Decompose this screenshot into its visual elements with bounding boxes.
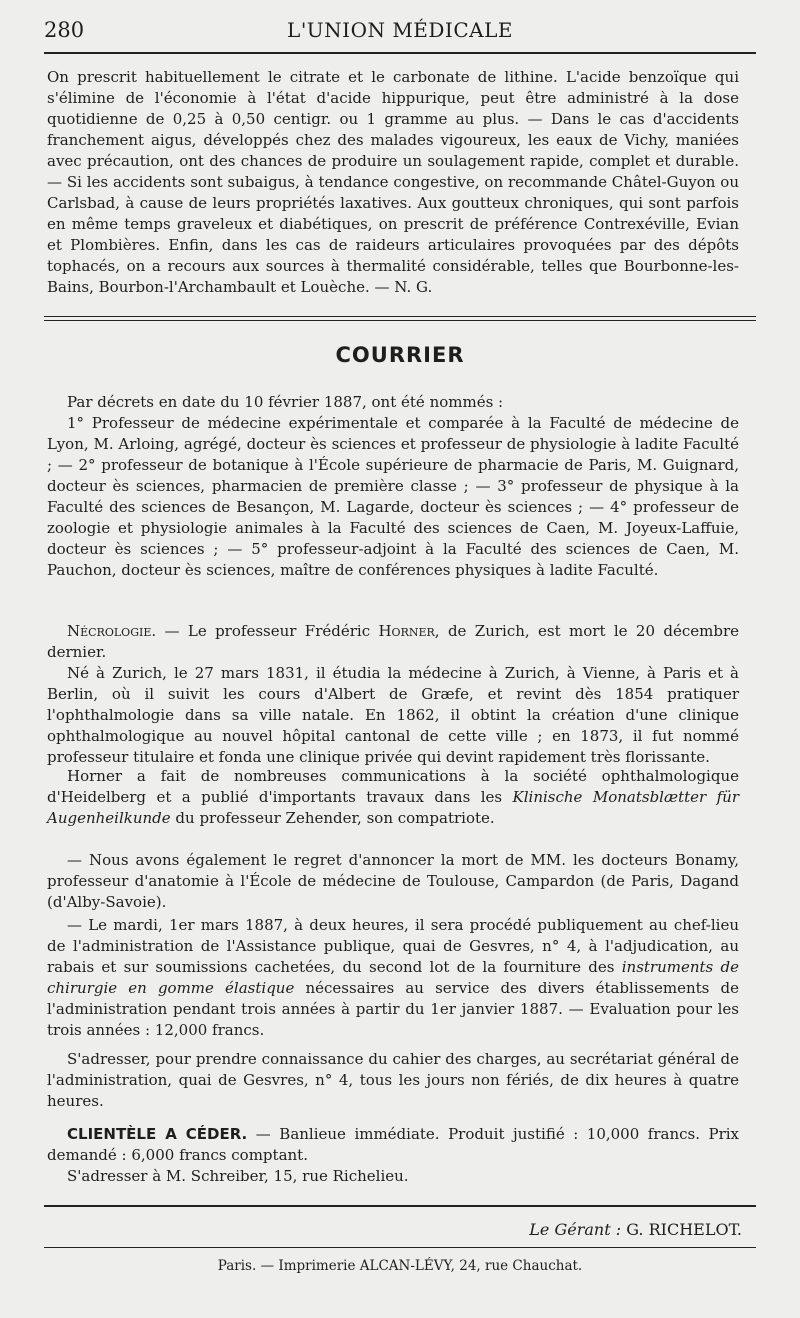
- header-rule: [44, 52, 756, 54]
- necrologie-label: Nécrologie.: [67, 622, 157, 640]
- nominations-block: [47, 392, 739, 581]
- page-header: [44, 18, 756, 48]
- page-number: 280: [44, 18, 85, 42]
- section-divider-bottom: [44, 320, 756, 321]
- adresser-paragraph: S'adresser, pour prendre connaissance du cahier des charges, au secrétariat général de l'administration, quai de Gesvres, n° 4, tous les jours non fériés, de dix heures à quatre heures.: [47, 1050, 739, 1110]
- journal-title: L'UNION MÉDICALE: [287, 18, 513, 42]
- adjudication-item: instruments de chirurgie en gomme élastique: [47, 958, 740, 997]
- journal-reference: Klinische Monatsblætter für Augenheilkunde: [47, 788, 739, 827]
- deaths-paragraph: — Nous avons également le regret d'annoncer la mort de MM. les docteurs Bonamy, professeur d'anatomie à l'École de médecine de Toulouse, Campardon (de Paris, Dagand (d'Alby-Savoie).: [47, 851, 739, 911]
- section-divider-top: [44, 316, 756, 317]
- footer-rule-top: [44, 1205, 756, 1207]
- necrologie-name: Horner: [378, 622, 435, 640]
- clientele-contact: S'adresser à M. Schreiber, 15, rue Richelieu.: [67, 1167, 409, 1185]
- necrologie-text-after: , de Zurich, est mort le 20 décembre dernier.: [47, 622, 739, 661]
- printer-imprint: Paris. — Imprimerie ALCAN-LÉVY, 24, rue Chauchat.: [217, 1258, 583, 1274]
- adjudication-before: — Le mardi, 1er mars 1887, à deux heures, il sera procédé publiquement au chef-lieu de l'administration de l'Assistance publique, quai de Gesvres, n° 4, à l'adjudication, au rabais et sur soumissions cachetées, du second lot de la fourniture des: [47, 916, 739, 976]
- horner-works: [47, 766, 739, 829]
- necrologie-text-before: — Le professeur Frédéric: [156, 622, 379, 640]
- adjudication-paragraph: [47, 915, 739, 1041]
- decrees-line: Par décrets en date du 10 février 1887, ont été nommés :: [67, 393, 504, 411]
- gerant-name: G. RICHELOT.: [626, 1220, 742, 1239]
- clientele-text: — Banlieue immédiate. Produit justifié : 10,000 francs. Prix demandé : 6,000 francs comptant.: [47, 1125, 739, 1164]
- section-heading: COURRIER: [335, 343, 465, 367]
- horner-biography: Né à Zurich, le 27 mars 1831, il étudia la médecine à Zurich, à Vienne, à Paris et à Berlin, où il suivit les cours d'Albert de Græfe, et revint dès 1854 pratiquer l'ophthalmologie dans sa ville natale. En 1862, il obtint la création d'une clinique ophthalmologique au nouvel hôpital cantonal de cette ville ; en 1873, il fut nommé professeur titulaire et fonda une clinique privée qui devint rapidement très florissante.: [47, 664, 739, 766]
- clientele-label: CLIENTÈLE A CÉDER.: [67, 1125, 248, 1143]
- clientele-line: [47, 1124, 739, 1166]
- necrologie-paragraph: [47, 621, 739, 663]
- gerant-signature: [529, 1220, 742, 1239]
- adjudication-after: nécessaires au service des divers établissements de l'administration pendant trois années à partir du 1er janvier 1887. — Evaluation pour les trois années : 12,000 francs.: [47, 979, 739, 1039]
- horner-works-before: Horner a fait de nombreuses communications à la société ophthalmologique d'Heidelberg et a publié d'importants travaux dans les: [47, 767, 739, 806]
- horner-works-after: du professeur Zehender, son compatriote.: [170, 809, 495, 827]
- paragraph-goutte-treatment: On prescrit habituellement le citrate et le carbonate de lithine. L'acide benzoïque qui s'élimine de l'économie à l'état d'acide hippurique, peut être administré à la dose quotidienne de 0,25 à 0,50 centigr. ou 1 gramme au plus. — Dans le cas d'accidents franchement aigus, développés chez des malades vigoureux, les eaux de Vichy, maniées avec précaution, ont des chances de produire un soulagement rapide, complet et durable. — Si les accidents sont subaigus, à tendance congestive, on recommande Châtel-Guyon ou Carlsbad, à cause de leurs propriétés laxatives. Aux goutteux chroniques, qui sont parfois en même temps graveleux et diabétiques, on prescrit de préférence Contrexéville, Evian et Plombières. Enfin, dans les cas de raideurs articulaires provoquées par des dépôts tophacés, on a recours aux sources à thermalité considérable, telles que Bourbonne-les-Bains, Bourbon-l'Archambault et Louèche. — N. G.: [47, 68, 739, 296]
- nominations-paragraph: 1° Professeur de médecine expérimentale et comparée à la Faculté de médecine de Lyon, M. Arloing, agrégé, docteur ès sciences et professeur de physiologie à ladite Faculté ; — 2° professeur de botanique à l'École supérieure de pharmacie de Paris, M. Guignard, docteur ès sciences, pharmacien de première classe ; — 3° professeur de physique à la Faculté des sciences de Besançon, M. Lagarde, docteur ès sciences ; — 4° professeur de zoologie et physiologie animales à la Faculté des sciences de Caen, M. Joyeux-Laffuie, docteur ès sciences ; — 5° professeur-adjoint à la Faculté des sciences de Caen, M. Pauchon, docteur ès sciences, maître de conférences physiques à ladite Faculté.: [47, 414, 739, 579]
- footer-rule-bottom: [44, 1247, 756, 1248]
- clientele-notice: [47, 1124, 739, 1187]
- gerant-label: Le Gérant :: [529, 1220, 622, 1239]
